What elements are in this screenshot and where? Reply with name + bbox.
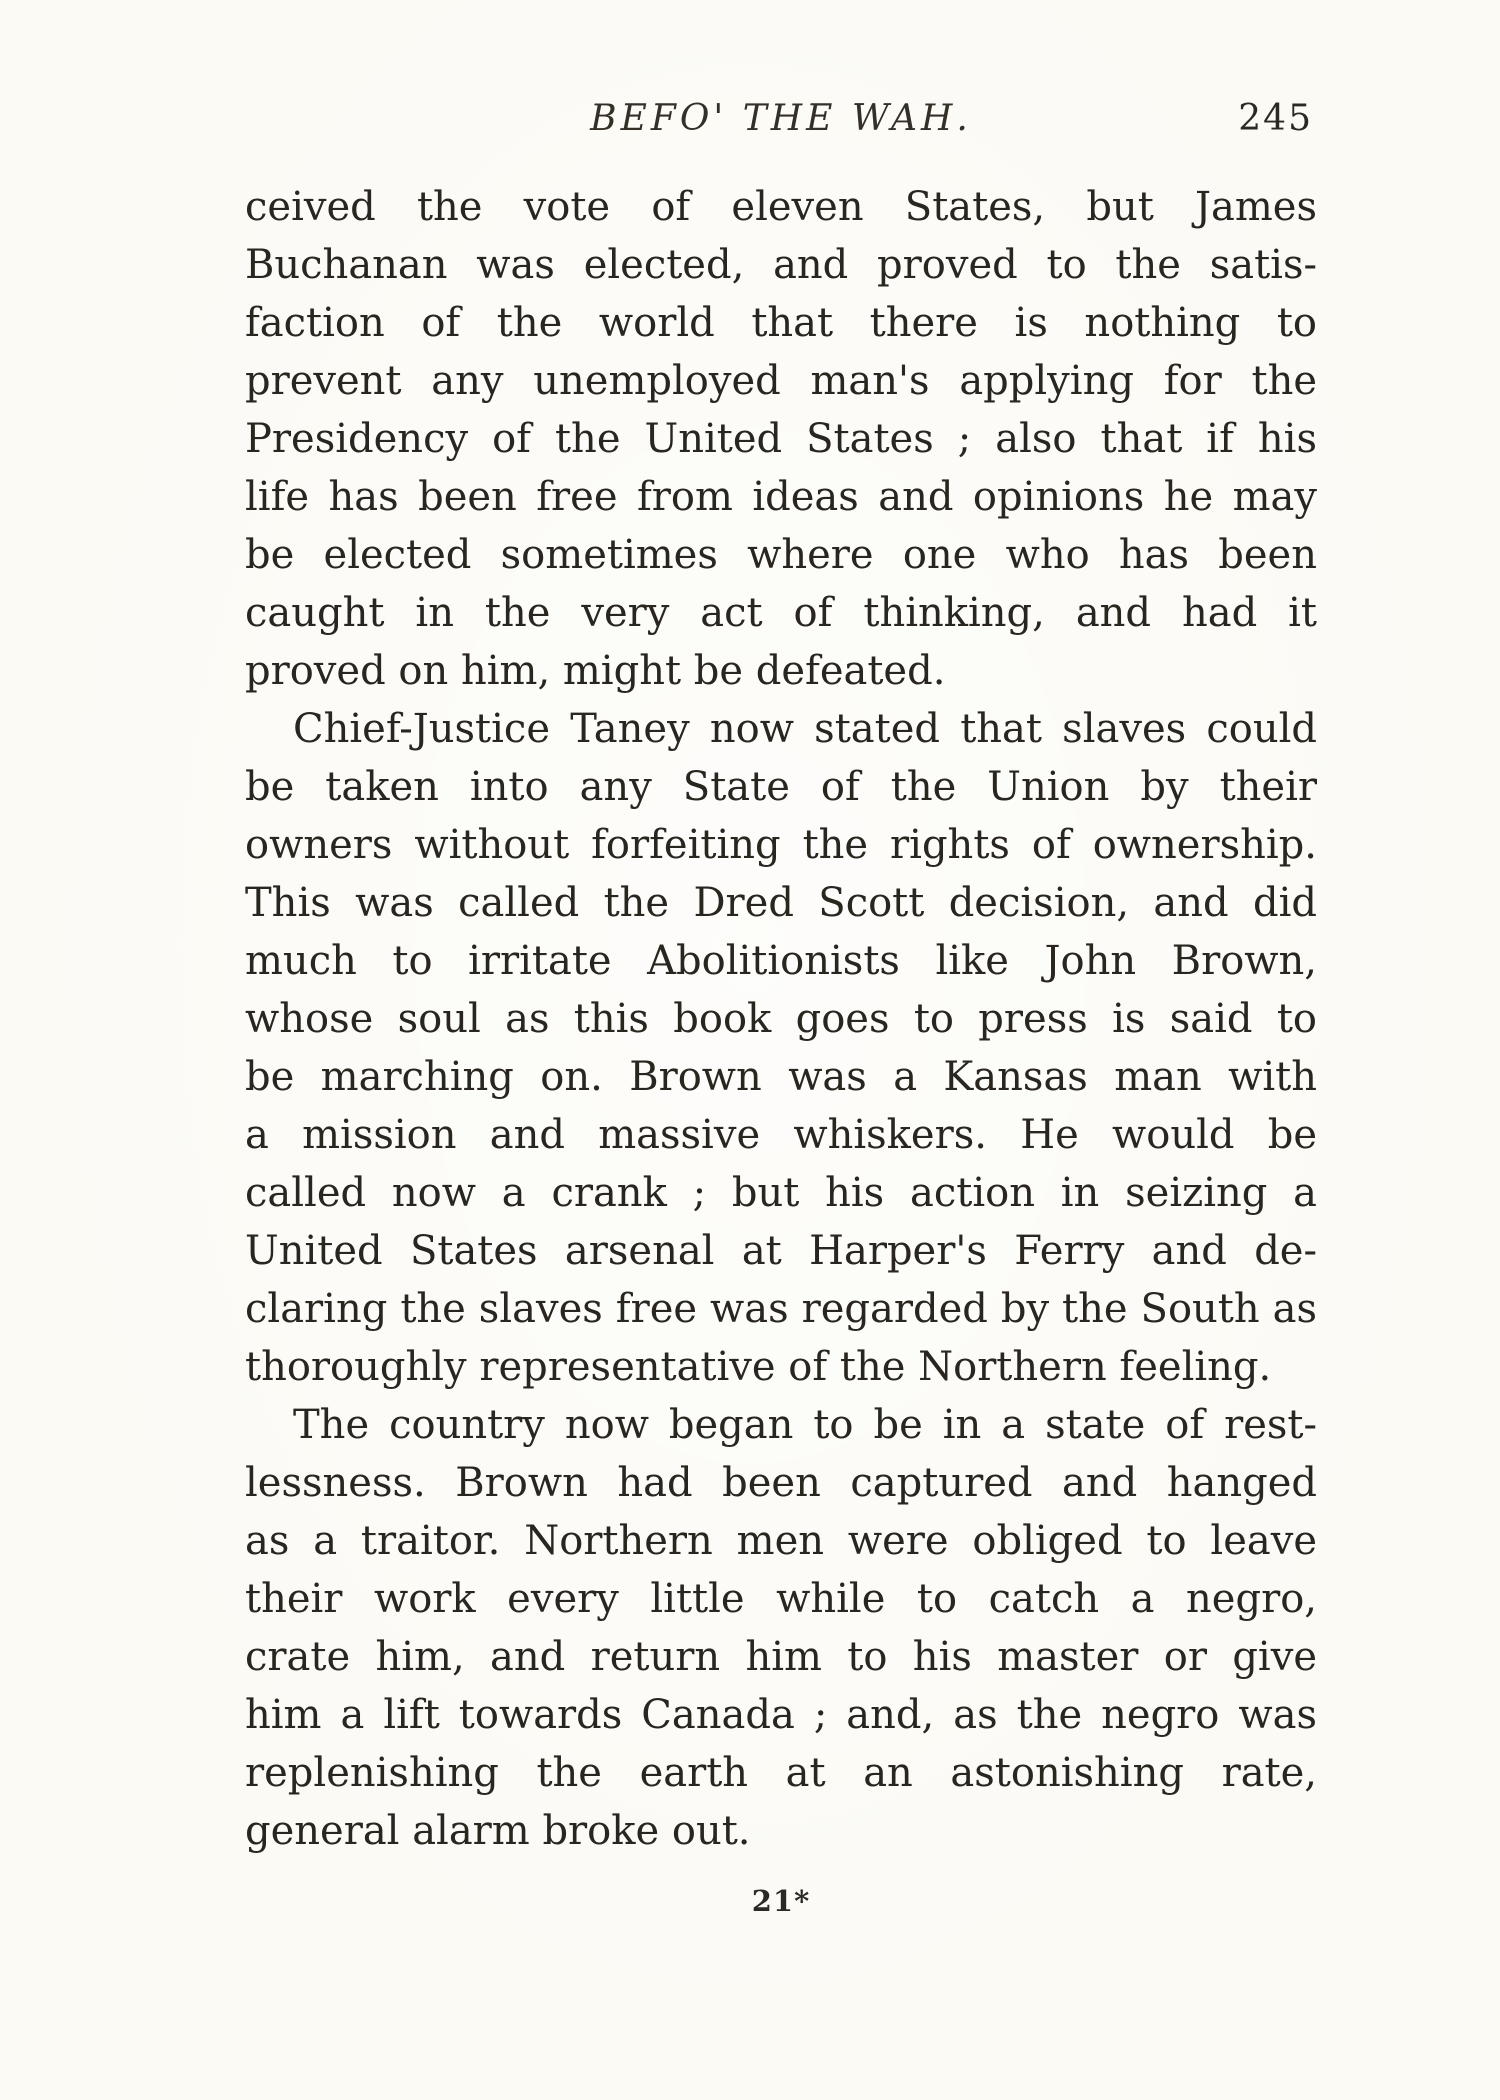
paragraph — [245, 700, 1317, 1396]
text-line: much to irritate Abolitionists like John Brown, — [245, 938, 1317, 984]
text-line: replenishing the earth at an astonishing rate, — [245, 1750, 1317, 1796]
text-line: ceived the vote of eleven States, but James — [245, 184, 1317, 230]
text-line: Buchanan was elected, and proved to the satis- — [245, 242, 1317, 288]
text-line: Chief-Justice Taney now stated that slaves could — [293, 706, 1317, 752]
text-line: their work every little while to catch a negro, — [245, 1576, 1317, 1622]
text-line: be marching on. Brown was a Kansas man with — [245, 1054, 1317, 1100]
text-line: a mission and massive whiskers. He would be — [245, 1112, 1317, 1158]
text-line: be elected sometimes where one who has been — [245, 532, 1317, 578]
text-line: him a lift towards Canada ; and, as the negro was — [245, 1692, 1317, 1738]
running-title: BEFO' THE WAH. — [590, 98, 972, 139]
text-line: lessness. Brown had been captured and hanged — [245, 1460, 1317, 1506]
text-line: crate him, and return him to his master or give — [245, 1634, 1317, 1680]
text-line: caught in the very act of thinking, and had it — [245, 590, 1317, 636]
text-line: United States arsenal at Harper's Ferry and de- — [245, 1228, 1317, 1274]
text-line: whose soul as this book goes to press is said to — [245, 996, 1317, 1042]
paragraph — [245, 178, 1317, 700]
text-line: be taken into any State of the Union by their — [245, 764, 1317, 810]
text-line: faction of the world that there is nothing to — [245, 300, 1317, 346]
text-line: life has been free from ideas and opinions he may — [245, 474, 1317, 520]
text-line: thoroughly representative of the Northern feeling. — [245, 1344, 1272, 1390]
body-text — [245, 178, 1317, 1860]
signature-mark: 21* — [751, 1884, 811, 1918]
page-footer — [245, 1884, 1317, 1918]
text-line: owners without forfeiting the rights of ownership. — [245, 822, 1317, 868]
page-number: 245 — [1238, 98, 1313, 139]
text-line: claring the slaves free was regarded by the South as — [245, 1286, 1317, 1332]
text-line: general alarm broke out. — [245, 1808, 751, 1854]
text-line: Presidency of the United States ; also that if his — [245, 416, 1317, 462]
text-line: The country now began to be in a state of rest- — [293, 1402, 1317, 1448]
text-line: This was called the Dred Scott decision, and did — [245, 880, 1317, 926]
text-line: as a traitor. Northern men were obliged to leave — [245, 1518, 1317, 1564]
text-line: called now a crank ; but his action in seizing a — [245, 1170, 1317, 1216]
paragraph — [245, 1396, 1317, 1860]
page-header — [245, 98, 1317, 152]
text-line: proved on him, might be defeated. — [245, 648, 946, 694]
text-line: prevent any unemployed man's applying for the — [245, 358, 1317, 404]
